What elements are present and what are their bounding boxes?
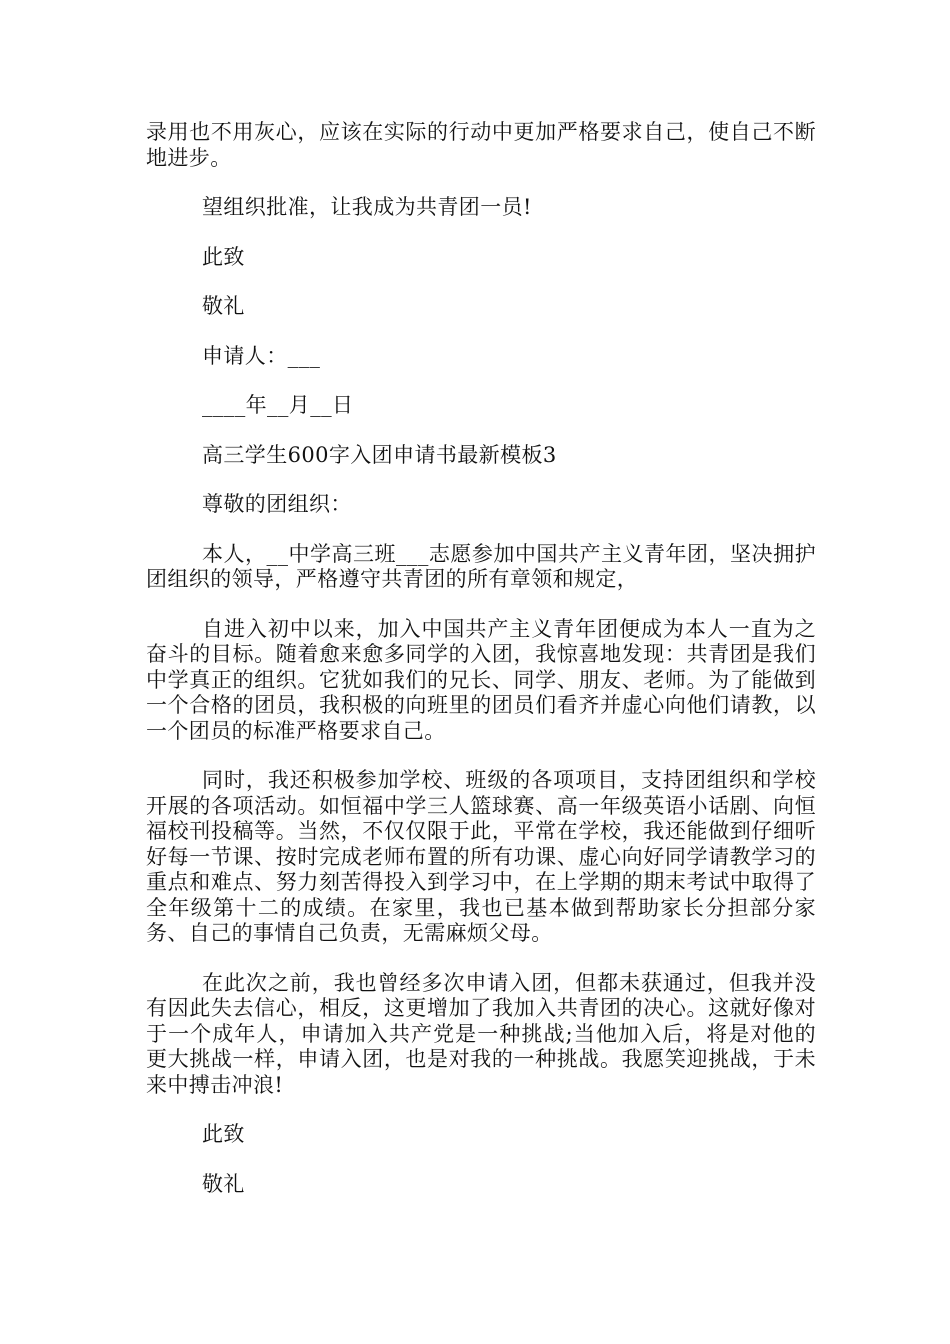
closing-salutation-second: 此致	[202, 1122, 245, 1146]
paragraph-activities: 同时，我还积极参加学校、班级的各项项目，支持团组织和学校开展的各项活动。如恒福中学三人篮球赛、高一年级英语小话剧、向恒福校刊投稿等。当然，不仅仅限于此，平常在学校，我还能做到仔细听好每一节课、按时完成老师布置的所有功课、虚心向好同学请教学习的重点和难点、努力刻苦得投入到学习中，在上学期的期末考试中取得了全年级第十二的成绩。在家里，我也已基本做到帮助家长分担部分家务、自己的事情自己负责，无需麻烦父母。	[146, 768, 816, 945]
greeting: 尊敬的团组织：	[202, 492, 352, 516]
date-line: ____年__月__日	[202, 393, 354, 417]
section-title: 高三学生600字入团申请书最新模板3	[202, 442, 557, 467]
paragraph-continued: 录用也不用灰心，应该在实际的行动中更加严格要求自己，使自己不断地进步。	[146, 120, 816, 170]
paragraph-determination: 在此次之前，我也曾经多次申请入团，但都未获通过，但我并没有因此失去信心，相反，这更增加了我加入共青团的决心。这就好像对于一个成年人，申请加入共产党是一种挑战;当他加入后，将是对他的更大挑战一样，申请入团，也是对我的一种挑战。我愿笑迎挑战，于未来中搏击冲浪!	[146, 970, 816, 1097]
closing-salutation: 此致	[202, 244, 245, 269]
applicant-line: 申请人：___	[202, 343, 321, 368]
paragraph-goal: 自进入初中以来，加入中国共产主义青年团便成为本人一直为之奋斗的目标。随着愈来愈多同学的入团，我惊喜地发现：共青团是我们中学真正的组织。它犹如我们的兄长、同学、朋友、老师。为了能做到一个合格的团员，我积极的向班里的团员们看齐并虚心向他们请教，以一个团员的标准严格要求自己。	[146, 616, 816, 743]
closing-regards-second: 敬礼	[202, 1171, 245, 1196]
closing-regards: 敬礼	[202, 294, 245, 318]
document-page	[146, 120, 816, 1221]
paragraph-approval-request: 望组织批准，让我成为共青团一员!	[202, 195, 532, 219]
paragraph-introduction: 本人，__中学高三班___志愿参加中国共产主义青年团，坚决拥护团组织的领导，严格遵守共青团的所有章领和规定，	[146, 541, 816, 591]
